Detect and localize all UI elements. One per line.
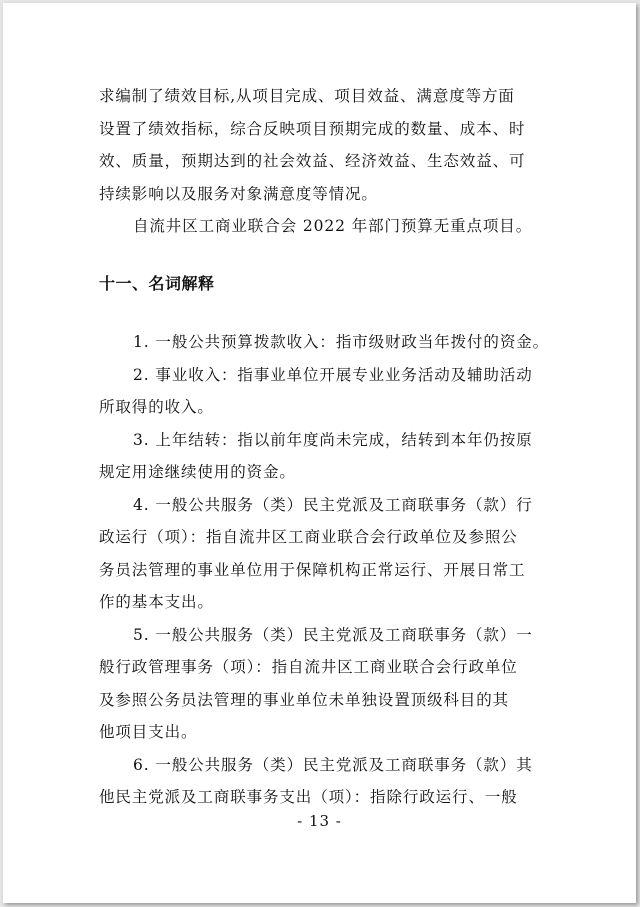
definition-paragraph [99, 359, 554, 424]
definition-paragraph [99, 749, 554, 814]
intro-paragraph [99, 210, 554, 243]
intro-line: 持续影响以及服务对象满意度等情况。 [99, 184, 378, 203]
definition-paragraph [99, 619, 554, 749]
page-number: - 13 - [297, 812, 342, 830]
definition-line: 所取得的收入。 [99, 398, 214, 416]
definition-line: 政运行（项）：指自流井区工商业联合会行政单位及参照公 [99, 528, 518, 546]
definition-paragraph [99, 424, 554, 489]
intro-line: 自流井区工商业联合会 2022 年部门预算无重点项目。 [133, 217, 533, 235]
definition-line: 5. 一般公共服务（类）民主党派及工商联事务（款）一 [133, 625, 533, 644]
definition-line: 1. 一般公共预算拨款收入：指市级财政当年拨付的资金。 [133, 333, 550, 351]
definition-line: 般行政管理事务（项）：指自流井区工商业联合会行政单位 [99, 658, 518, 676]
definition-line: 他民主党派及工商联事务支出（项）：指除行政运行、一般 [99, 788, 518, 806]
definition-paragraph [99, 489, 554, 619]
definition-line: 务员法管理的事业单位用于保障机构正常运行、开展日常工 [99, 560, 526, 579]
definition-line: 规定用途继续使用的资金。 [99, 463, 296, 481]
intro-text [99, 80, 554, 243]
definition-line: 及参照公务员法管理的事业单位未单独设置顶级科目的其 [99, 690, 510, 709]
intro-line: 设置了绩效指标，综合反映项目预期完成的数量、成本、时 [99, 119, 526, 138]
document-page [3, 3, 636, 903]
intro-paragraph [99, 80, 554, 210]
intro-line: 效、质量，预期达到的社会效益、经济效益、生态效益、可 [99, 152, 526, 170]
section-heading: 十一、名词解释 [99, 274, 215, 293]
definitions-list [99, 326, 554, 814]
definition-line: 4. 一般公共服务（类）民主党派及工商联事务（款）行 [133, 495, 533, 514]
definition-line: 2. 事业收入：指事业单位开展专业业务活动及辅助活动 [133, 365, 533, 384]
definition-line: 他项目支出。 [99, 723, 198, 741]
definition-paragraph [99, 326, 554, 359]
intro-line: 求编制了绩效目标,从项目完成、项目效益、满意度等方面 [99, 87, 515, 105]
definition-line: 6. 一般公共服务（类）民主党派及工商联事务（款）其 [133, 755, 533, 774]
definition-line: 3. 上年结转：指以前年度尚未完成，结转到本年仍按原 [133, 430, 533, 449]
definition-line: 作的基本支出。 [99, 593, 214, 611]
